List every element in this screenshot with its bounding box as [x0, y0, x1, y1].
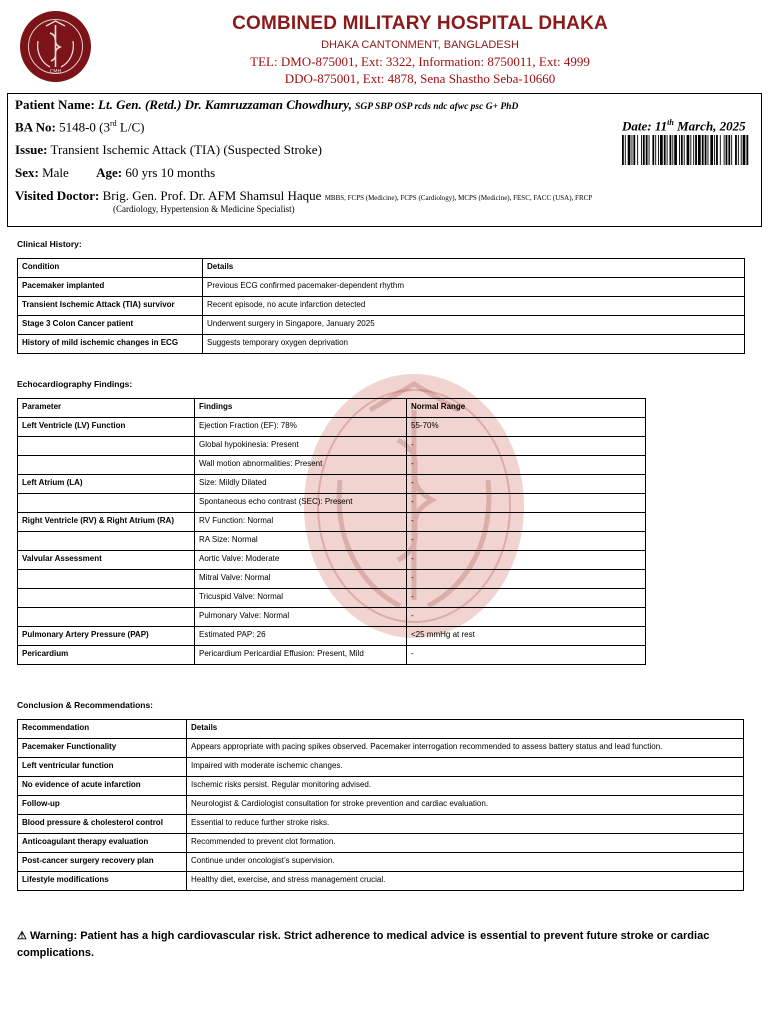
echo-row — [18, 646, 646, 665]
conclusion-table — [17, 719, 744, 891]
row-value-cell: Estimated PAP: 26 — [195, 627, 407, 646]
barcode-bar — [637, 135, 638, 165]
barcode-bar — [660, 135, 663, 165]
warning-icon: ⚠ — [17, 930, 27, 942]
echo-row — [18, 494, 646, 513]
row-value-cell: Continue under oncologist’s supervision. — [187, 853, 744, 872]
barcode-bar — [633, 135, 635, 165]
patient-name: Lt. Gen. (Retd.) Dr. Kamruzzaman Chowdhury, — [98, 97, 352, 112]
column-header: Findings — [195, 399, 407, 418]
row-label-cell: Anticoagulant therapy evaluation — [18, 834, 187, 853]
barcode-bar — [658, 135, 659, 165]
row-value-cell: - — [407, 456, 646, 475]
row-value-cell: Healthy diet, exercise, and stress management crucial. — [187, 872, 744, 891]
row-value-cell: Wall motion abnormalities: Present — [195, 456, 407, 475]
row-value-cell: Mitral Valve: Normal — [195, 570, 407, 589]
row-label-cell: Valvular Assessment — [18, 551, 195, 570]
clinical-history-row — [18, 335, 745, 354]
barcode-bar — [716, 135, 718, 165]
doctor-label: Visited Doctor: — [15, 188, 100, 203]
barcode-bar — [622, 135, 624, 165]
row-value-cell: Size: Mildly Dilated — [195, 475, 407, 494]
row-value-cell: Underwent surgery in Singapore, January 2025 — [203, 316, 745, 335]
clinical-history-row — [18, 278, 745, 297]
barcode-bar — [652, 135, 654, 165]
patient-name-label: Patient Name: — [15, 97, 95, 112]
barcode-bar — [690, 135, 691, 165]
row-value-cell: Neurologist & Cardiologist consultation for stroke prevention and cardiac evaluation. — [187, 796, 744, 815]
row-value-cell: - — [407, 475, 646, 494]
doctor-specialty: (Cardiology, Hypertension & Medicine Specialist) — [113, 204, 295, 214]
recommendation-row — [18, 758, 744, 777]
row-value-cell: RA Size: Normal — [195, 532, 407, 551]
row-label-cell — [18, 456, 195, 475]
row-label-cell — [18, 494, 195, 513]
row-value-cell: Recommended to prevent clot formation. — [187, 834, 744, 853]
row-label-cell: Stage 3 Colon Cancer patient — [18, 316, 203, 335]
visited-doctor-line — [15, 188, 592, 204]
clinical-history-row — [18, 297, 745, 316]
row-label-cell: Pericardium — [18, 646, 195, 665]
column-header: Details — [187, 720, 744, 739]
echo-row — [18, 418, 646, 437]
barcode-bar — [720, 135, 721, 165]
issue-value: Transient Ischemic Attack (TIA) (Suspected Stroke) — [50, 142, 322, 157]
barcode-bar — [679, 135, 680, 165]
sex-value: Male — [42, 165, 69, 180]
ba-number-label: BA No: — [15, 119, 56, 135]
date-prefix: Date: 11 — [622, 118, 668, 134]
column-header: Recommendation — [18, 720, 187, 739]
patient-credentials: SGP SBP OSP rcds ndc afwc psc G+ PhD — [355, 102, 519, 112]
echo-row — [18, 551, 646, 570]
row-value-cell: - — [407, 494, 646, 513]
table-header-row — [18, 720, 744, 739]
barcode-bar — [693, 135, 694, 165]
date-sup: th — [667, 118, 674, 127]
sex-age-line — [15, 165, 215, 181]
row-label-cell: Pulmonary Artery Pressure (PAP) — [18, 627, 195, 646]
barcode-bar — [743, 135, 746, 165]
row-value-cell: Global hypokinesia: Present — [195, 437, 407, 456]
column-header: Details — [203, 259, 745, 278]
report-date — [622, 118, 746, 134]
table-header-row — [18, 259, 745, 278]
echo-row — [18, 513, 646, 532]
column-header: Normal Range — [407, 399, 646, 418]
echo-row — [18, 437, 646, 456]
age-label: Age: — [96, 165, 123, 180]
row-label-cell — [18, 570, 195, 589]
row-value-cell: 55-70% — [407, 418, 646, 437]
row-label-cell: Pacemaker implanted — [18, 278, 203, 297]
row-label-cell — [18, 608, 195, 627]
barcode-bar — [738, 135, 739, 165]
barcode-bar — [632, 135, 633, 165]
echo-row — [18, 608, 646, 627]
doctor-degrees: MBBS, FCPS (Medicine), FCPS (Cardiology), MCPS (Medicine), FESC, FACC (USA), FRCP — [324, 194, 593, 202]
row-label-cell: Blood pressure & cholesterol control — [18, 815, 187, 834]
barcode-bar — [710, 135, 713, 165]
recommendation-row — [18, 853, 744, 872]
barcode-bar — [724, 135, 725, 165]
ba-number-suffix: L/C) — [116, 119, 145, 135]
row-label-cell — [18, 437, 195, 456]
barcode-bar — [625, 135, 626, 165]
barcode-bar — [667, 135, 668, 165]
row-label-cell: Left Atrium (LA) — [18, 475, 195, 494]
barcode-bar — [672, 135, 673, 165]
barcode-bar — [646, 135, 648, 165]
barcode-bar — [698, 135, 701, 165]
hospital-title: COMBINED MILITARY HOSPITAL DHAKA — [232, 13, 608, 34]
row-label-cell: History of mild ischemic changes in ECG — [18, 335, 203, 354]
barcode-bar — [664, 135, 666, 165]
table-header-row — [18, 399, 646, 418]
row-value-cell: - — [407, 646, 646, 665]
column-header: Parameter — [18, 399, 195, 418]
row-value-cell: Appears appropriate with pacing spikes observed. Pacemaker interrogation recommended to assess battery status and lead function. — [187, 739, 744, 758]
barcode-bar — [702, 135, 704, 165]
barcode-bar — [726, 135, 728, 165]
barcode-bar — [746, 135, 748, 165]
issue-line — [15, 142, 322, 158]
row-label-cell: Follow-up — [18, 796, 187, 815]
echo-row — [18, 456, 646, 475]
row-label-cell: Left Ventricle (LV) Function — [18, 418, 195, 437]
barcode-bar — [708, 135, 709, 165]
barcode-bar — [670, 135, 672, 165]
row-value-cell: Tricuspid Valve: Normal — [195, 589, 407, 608]
row-label-cell — [18, 589, 195, 608]
row-value-cell: - — [407, 532, 646, 551]
barcode-bar — [728, 135, 730, 165]
warning-text: Warning: Patient has a high cardiovascular risk. Strict adherence to medical advice is essential to prevent future stroke or cardiac complications. — [17, 930, 710, 959]
row-value-cell: Recent episode, no acute infarction detected — [203, 297, 745, 316]
barcode-bar — [643, 135, 645, 165]
doctor-name: Brig. Gen. Prof. Dr. AFM Shamsul Haque — [102, 188, 322, 203]
row-label-cell: Post-cancer surgery recovery plan — [18, 853, 187, 872]
row-label-cell: No evidence of acute infarction — [18, 777, 187, 796]
hospital-location: DHAKA CANTONMENT, BANGLADESH — [321, 39, 519, 51]
echo-heading: Echocardiography Findings: — [17, 379, 133, 389]
row-value-cell: Pulmonary Valve: Normal — [195, 608, 407, 627]
patient-info-box — [7, 93, 762, 227]
row-value-cell: - — [407, 437, 646, 456]
date-suffix: March, 2025 — [673, 118, 746, 134]
hospital-ddo-contact: DDO-875001, Ext: 4878, Sena Shastho Seba-10660 — [284, 71, 556, 86]
row-value-cell: Previous ECG confirmed pacemaker-dependent rhythm — [203, 278, 745, 297]
row-value-cell: Ejection Fraction (EF): 78% — [195, 418, 407, 437]
recommendation-row — [18, 815, 744, 834]
echo-row — [18, 627, 646, 646]
barcode-bar — [731, 135, 732, 165]
clinical-history-table — [17, 258, 745, 354]
row-label-cell: Transient Ischemic Attack (TIA) survivor — [18, 297, 203, 316]
barcode-bar — [714, 135, 715, 165]
barcode-bar — [741, 135, 742, 165]
recommendation-row — [18, 777, 744, 796]
row-value-cell: <25 mmHg at rest — [407, 627, 646, 646]
ba-number-value: 5148-0 (3 — [59, 119, 110, 135]
row-value-cell: - — [407, 608, 646, 627]
barcode-bar — [687, 135, 690, 165]
echo-row — [18, 570, 646, 589]
recommendation-row — [18, 872, 744, 891]
echo-row — [18, 589, 646, 608]
row-value-cell: - — [407, 589, 646, 608]
conclusion-heading: Conclusion & Recommendations: — [17, 700, 154, 710]
barcode-bar — [641, 135, 642, 165]
row-label-cell: Lifestyle modifications — [18, 872, 187, 891]
column-header: Condition — [18, 259, 203, 278]
sex-label: Sex: — [15, 165, 39, 180]
row-value-cell: Spontaneous echo contrast (SEC): Present — [195, 494, 407, 513]
barcode-bar — [735, 135, 737, 165]
barcode-bar — [695, 135, 697, 165]
row-value-cell: - — [407, 551, 646, 570]
barcode-icon — [622, 135, 749, 165]
clinical-history-row — [18, 316, 745, 335]
row-value-cell: RV Function: Normal — [195, 513, 407, 532]
patient-name-line — [15, 97, 518, 113]
row-value-cell: Ischemic risks persist. Regular monitoring advised. — [187, 777, 744, 796]
barcode-bar — [684, 135, 685, 165]
barcode-bar — [649, 135, 650, 165]
barcode-bar — [674, 135, 677, 165]
row-value-cell: Suggests temporary oxygen deprivation — [203, 335, 745, 354]
row-label-cell: Left ventricular function — [18, 758, 187, 777]
row-value-cell: Aortic Valve: Moderate — [195, 551, 407, 570]
hospital-emblem-icon — [20, 11, 91, 82]
echo-row — [18, 532, 646, 551]
barcode-bar — [628, 135, 631, 165]
warning-note — [17, 928, 747, 962]
age-value: 60 yrs 10 months — [125, 165, 216, 180]
issue-label: Issue: — [15, 142, 48, 157]
recommendation-row — [18, 796, 744, 815]
row-value-cell: Essential to reduce further stroke risks. — [187, 815, 744, 834]
barcode-bar — [655, 135, 656, 165]
echo-table — [17, 398, 646, 665]
row-label-cell: Pacemaker Functionality — [18, 739, 187, 758]
hospital-telephone: TEL: DMO-875001, Ext: 3322, Information: 8750011, Ext: 4999 — [250, 54, 590, 69]
svg-text:CMH: CMH — [49, 69, 62, 75]
clinical-history-heading: Clinical History: — [17, 239, 82, 249]
barcode-bar — [681, 135, 683, 165]
row-value-cell: Pericardium Pericardial Effusion: Present, Mild — [195, 646, 407, 665]
row-label-cell: Right Ventricle (RV) & Right Atrium (RA) — [18, 513, 195, 532]
echo-row — [18, 475, 646, 494]
ba-number-sup: rd — [109, 119, 117, 128]
row-label-cell — [18, 532, 195, 551]
barcode-bar — [705, 135, 707, 165]
recommendation-row — [18, 739, 744, 758]
ba-number-line — [15, 119, 144, 135]
row-value-cell: Impaired with moderate ischemic changes. — [187, 758, 744, 777]
recommendation-row — [18, 834, 744, 853]
row-value-cell: - — [407, 570, 646, 589]
row-value-cell: - — [407, 513, 646, 532]
